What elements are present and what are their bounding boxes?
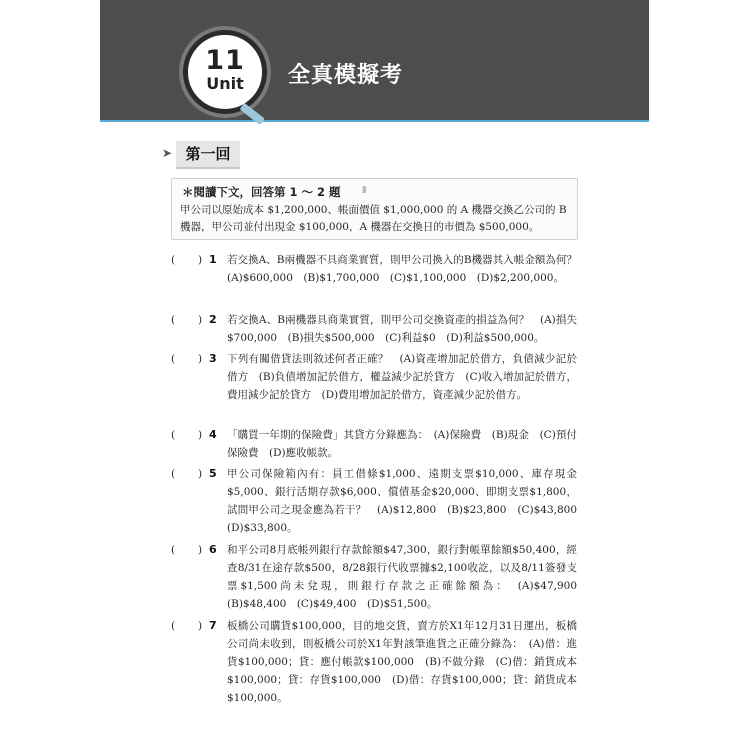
question-text: 板橋公司購貨$100,000，目的地交貨，賣方於X1年12月31日運出，板橋公司尚未收到，則板橋公司於X1年對該筆進貨之正確分錄為： (A)借：進貨$100,000；貸：應付帳款$100,000 (B)不做分錄 (C)借：銷貨成本$100,000；貸：存貨$100,000 (D)借：存貨$100,000；貸：銷貨成本$100,000。 <box>227 620 577 704</box>
header-accent-line <box>100 120 649 122</box>
question-number: 6 <box>209 543 217 556</box>
question-text: 若交換A、B兩機器具商業實質，則甲公司交換資產的損益為何？ (A)損失$700,000 (B)損失$500,000 (C)利益$0 (D)利益$500,000。 <box>227 314 577 344</box>
question-text: 下列有關借貸法則敘述何者正確？ (A)資產增加記於借方，負債減少記於借方 (B)負債增加記於借方，權益減少記於貸方 (C)收入增加記於借方，費用減少記於貸方 (D)費用增加記於借方，資產減少記於借方。 <box>227 353 577 401</box>
question-number: 1 <box>209 253 217 266</box>
chapter-title: 全真模擬考 <box>288 63 404 88</box>
section-title: 第一回 <box>176 141 240 169</box>
question-number: 3 <box>209 352 217 365</box>
question-number: 2 <box>209 313 217 326</box>
question-text: 甲公司保險箱內有：員工借條$1,000、遠期支票$10,000、庫存現金$5,000、銀行活期存款$6,000、償債基金$20,000、即期支票$1,800，試問甲公司之現金應為若干？ (A)$12,800 (B)$23,800 (C)$43,800 (D)$33,800。 <box>227 468 588 534</box>
question-text: 「購買一年期的保險費」其貸方分錄應為： (A)保險費 (B)現金 (C)預付保險費 (D)應收帳款。 <box>227 429 577 459</box>
unit-number: 11 <box>205 45 245 76</box>
reading-title: ＊閱讀下文，回答第 1 ～ 2 題 <box>182 185 341 199</box>
question-text: 和平公司8月底帳列銀行存款餘額$47,300，銀行對帳單餘額$50,400，經查8/31在途存款$500，8/28銀行代收票據$2,100收訖，以及8/11簽發支票$1,500尚未兌現，則銀行存款之正確餘額為： (A)$47,900 (B)$48,400 (C)$49,400 (D)$51,500。 <box>227 544 588 610</box>
question-number: 4 <box>209 428 217 441</box>
arrow-right-icon: ➤ <box>162 146 173 160</box>
note-pin-icon: ▮ <box>362 185 367 195</box>
question-number: 7 <box>209 619 217 632</box>
unit-word: Unit <box>206 74 244 93</box>
reading-text: 甲公司以原始成本 $1,200,000、帳面價值 $1,000,000 的 A 機器交換乙公司的 B 機器，甲公司並付出現金 $100,000，A 機器在交換日的市價為 $500,000。 <box>180 204 567 233</box>
question-number: 5 <box>209 467 217 480</box>
unit-badge <box>183 30 267 114</box>
question-text: 若交換A、B兩機器不具商業實質，則甲公司換入的B機器其入帳金額為何？ (A)$600,000 (B)$1,700,000 (C)$1,100,000 (D)$2,200,000。 <box>227 254 588 284</box>
reading-passage-box <box>171 178 578 240</box>
